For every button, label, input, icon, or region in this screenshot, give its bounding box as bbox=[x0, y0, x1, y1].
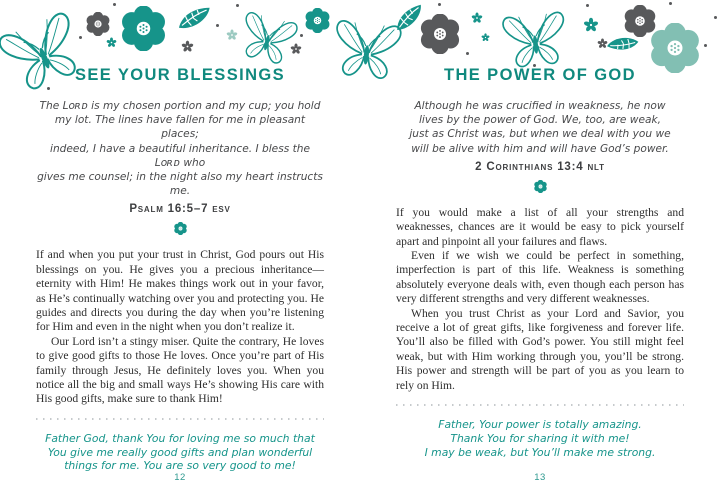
prayer-line: Thank You for sharing it with me! bbox=[450, 431, 630, 445]
prayer-line: You give me really good gifts and plan wonderful bbox=[47, 445, 313, 459]
page-title: SEE YOUR BLESSINGS bbox=[74, 66, 286, 84]
devotional-body bbox=[36, 248, 324, 406]
scripture-line: Although he was crucified in weakness, he now bbox=[414, 100, 666, 112]
devotional-body bbox=[396, 206, 684, 393]
flower-ornament-icon bbox=[174, 222, 187, 235]
dotted-divider bbox=[36, 418, 324, 420]
paragraph: If and when you put your trust in Christ, God pours out His blessings on you. He gives you a precious inheritance—eternity with Him! He makes things work out in your favor, as He’s continually watching over you and protecting you. He guides and directs you during the day when you’re listening for Him and even in the night when you don’t realize it. bbox=[36, 248, 324, 334]
paragraph: Our Lord isn’t a stingy miser. Quite the contrary, He loves to give good gifts to those He loves. Once you’re part of His family through Jesus, He definitely loves you. When you notice all the big and small ways He’s showing His care with His good gifts, make sure to thank Him! bbox=[36, 334, 324, 406]
scripture-line: gives me counsel; in the night also my heart instructs me. bbox=[37, 171, 323, 198]
prayer-text bbox=[396, 418, 684, 459]
scripture-line: lives by the power of God. We, too, are weak, bbox=[418, 114, 661, 127]
flower-ornament-icon bbox=[534, 180, 547, 193]
paragraph: If you would make a list of all your strengths and weaknesses, chances are it would be easy to pick yourself apart and pinpoint all your failures and flaws. bbox=[396, 205, 684, 248]
scripture-reference: Psalm 16:5–7 esv bbox=[129, 203, 231, 216]
prayer-line: I may be weak, but You’ll make me strong. bbox=[424, 445, 656, 459]
scripture-quote bbox=[396, 99, 684, 156]
prayer-text bbox=[36, 432, 324, 473]
page-number: 13 bbox=[534, 472, 546, 483]
scripture-line: just as Christ was, but when we deal with you we bbox=[409, 128, 671, 141]
prayer-line: Father, Your power is totally amazing. bbox=[438, 418, 642, 432]
scripture-line: indeed, I have a beautiful inheritance. I bless the Lᴏʀᴅ who bbox=[50, 142, 310, 169]
scripture-reference: 2 Corinthians 13:4 nlt bbox=[475, 160, 605, 173]
scripture-line: The Lᴏʀᴅ is my chosen portion and my cup; you hold bbox=[39, 100, 321, 112]
prayer-line: Father God, thank You for loving me so much that bbox=[45, 431, 315, 445]
paragraph: When you trust Christ as your Lord and Savior, you receive a lot of great gifts, like forgiveness and forever life. You’ll also be filled with God’s power. You still might feel weak, but with Him working through you, you’ll be strong. His power and strength will be part of you as you learn to rely on Him. bbox=[396, 306, 684, 392]
page-number: 12 bbox=[174, 472, 186, 483]
paragraph: Even if we wish we could be perfect in something, imperfection is part of this life. Weakness is something absolutely everyone deals with, even though each person has very different strengths and very different weaknesses. bbox=[396, 249, 684, 306]
dotted-divider bbox=[396, 404, 684, 406]
page-title: THE POWER OF GOD bbox=[444, 66, 636, 84]
prayer-line: things for me. You are so very good to me! bbox=[64, 459, 296, 473]
scripture-line: will be alive with him and will have God’s power. bbox=[411, 142, 669, 155]
scripture-quote bbox=[36, 99, 324, 198]
page-right bbox=[360, 0, 720, 504]
scripture-line: my lot. The lines have fallen for me in pleasant places; bbox=[54, 114, 306, 141]
